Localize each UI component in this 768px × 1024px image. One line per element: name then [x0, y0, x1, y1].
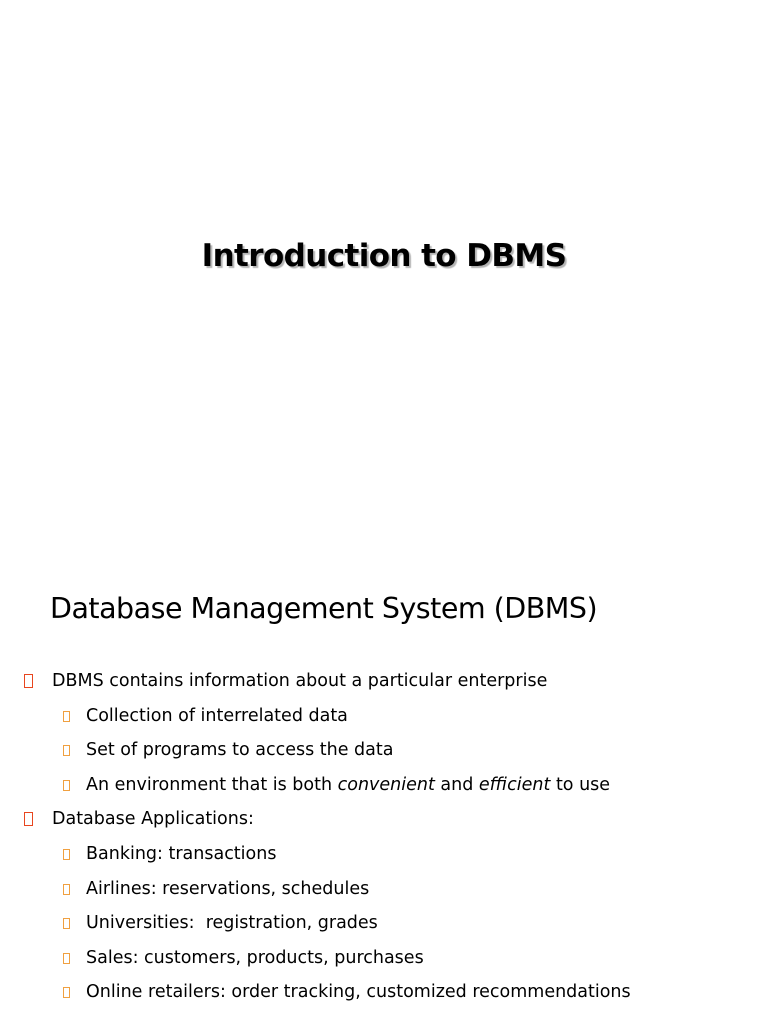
slide-title-heading: Introduction to DBMS [201, 238, 567, 274]
sub-bullet-item [0, 733, 768, 768]
sub-bullet-icon [63, 711, 70, 722]
sub-bullet-item [0, 837, 768, 872]
bullet-icon [24, 812, 33, 826]
sub-bullet-text: Online retailers: order tracking, customized recommendations [86, 982, 631, 1003]
bullet-item [0, 802, 768, 837]
sub-bullet-icon [63, 884, 70, 895]
sub-bullet-text-part: An environment that is both [86, 774, 338, 795]
sub-bullet-icon [63, 987, 70, 998]
emphasis-convenient: convenient [337, 774, 435, 795]
sub-bullet-text: Universities: registration, grades [86, 913, 378, 934]
bullet-text: Database Applications: [52, 809, 254, 830]
sub-bullet-icon [63, 780, 70, 791]
sub-bullet-icon [63, 918, 70, 929]
sub-bullet-icon [63, 745, 70, 756]
sub-bullet-item [0, 699, 768, 734]
sub-bullet-icon [63, 953, 70, 964]
slide-dbms [0, 560, 768, 1024]
sub-bullet-item [0, 906, 768, 941]
bullet-text: DBMS contains information about a particular enterprise [52, 671, 548, 691]
sub-bullet-item [0, 941, 768, 976]
sub-bullet-text: Set of programs to access the data [86, 740, 394, 761]
sub-bullet-text: Collection of interrelated data [86, 705, 348, 726]
emphasis-efficient: efficient [478, 774, 551, 795]
sub-bullet-text: Sales: customers, products, purchases [86, 947, 424, 968]
sub-bullet-item [0, 975, 768, 1010]
sub-bullet-icon [63, 849, 70, 860]
sub-bullet-text: Airlines: reservations, schedules [86, 878, 370, 899]
slide-heading: Database Management System (DBMS) [50, 592, 598, 625]
sub-bullet-text-part: and [434, 774, 479, 795]
sub-bullet-text: Banking: transactions [86, 843, 277, 864]
bullet-list [0, 664, 768, 1010]
sub-bullet-item [0, 768, 768, 803]
sub-bullet-item [0, 872, 768, 907]
bullet-icon [24, 674, 33, 688]
sub-bullet-text-part: to use [550, 774, 611, 795]
bullet-item [0, 664, 768, 699]
